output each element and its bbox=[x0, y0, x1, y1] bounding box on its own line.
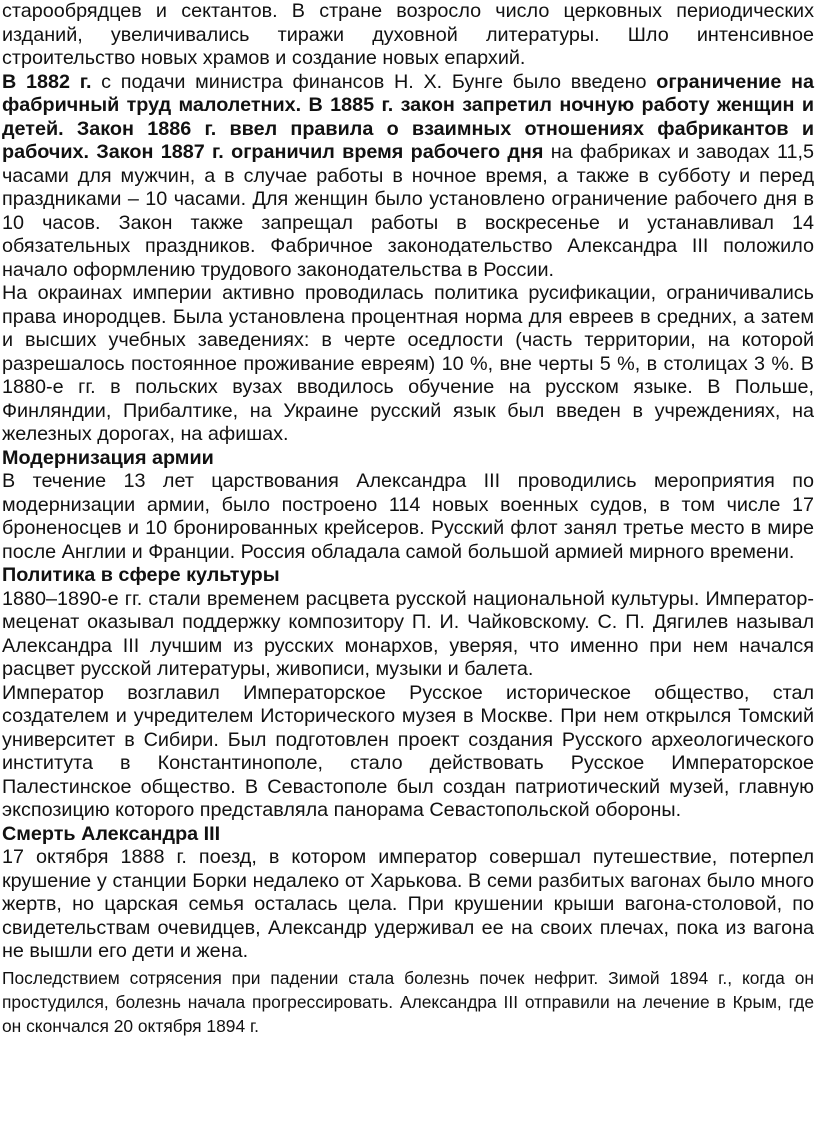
factory-laws-bold: ограничение на фабричный труд малолетних. В 1885 г. закон запретил ночную работу женщин и детей. Закон 1886 г. ввел правила о взаимных отношениях фабрикантов и рабочих. Закон 1887 г. ограничил время рабочего дня bbox=[2, 70, 814, 163]
paragraph-army: В течение 13 лет царствования Александра III проводились мероприятия по модернизации армии, было построено 114 новых военных судов, в том числе 17 броненосцев и 10 бронированных крейсеров. Русский флот занял третье место в мире после Англии и Франции. Россия обладала самой большой армией мирного времени. bbox=[2, 470, 814, 563]
paragraph-illness: Последствием сотрясения при падении стала болезнь почек нефрит. Зимой 1894 г., когда он простудился, болезнь начала прогрессировать. Александра III отправили на лечение в Крым, где он скончался 20 октября 1894 г. bbox=[2, 967, 814, 1036]
paragraph-russification: На окраинах империи активно проводилась политика русификации, ограничивались права инородцев. Была установлена процентная норма для евреев в средних, а затем и высших учебных заведениях: в черте оседлости (часть территории, на которой разрешалось постоянное проживание евреям) 10 %, вне черты 5 %, в столицах 3 %. В 1880-е гг. в польских вузах вводилось обучение на русском языке. В Польше, Финляндии, Прибалтике, на Украине русский язык был введен в учреждениях, на железных дорогах, на афишах. bbox=[2, 282, 814, 445]
paragraph-factory-laws-intro: с подачи министра финансов Н. Х. Бунге было введено bbox=[91, 70, 657, 93]
paragraph-train-crash: 17 октября 1888 г. поезд, в котором император совершал путешествие, потерпел крушение у станции Борки недалеко от Харькова. В семи разбитых вагонах было много жертв, но царская семья осталась цела. При крушении крыши вагона-столовой, по свидетельствам очевидцев, Александр удерживал ее на своих плечах, пока из вагона не вышли его дети и жена. bbox=[2, 846, 814, 962]
heading-culture-policy: Политика в сфере культуры bbox=[2, 564, 280, 586]
paragraph-factory-laws-rest: на фабриках и заводах 11,5 часами для мужчин, а в случае работы в ночное время, а также в субботу и перед праздниками – 10 часами. Для женщин было установлено ограничение рабочего дня в 10 часов. Закон также запрещал работы в воскресенье и устанавливал 14 обязательных праздников. Фабричное законодательство Александра III положило начало оформлению трудового законодательства в России. bbox=[2, 141, 815, 281]
heading-death: Смерть Александра III bbox=[2, 822, 221, 845]
paragraph-institutions: Император возглавил Императорское Русское историческое общество, стал создателем и учредителем Исторического музея в Москве. При нем открылся Томский университет в Сибири. Был подготовлен проект создания Русского археологического института в Константинополе, стало действовать Русское Императорское Палестинское общество. В Севастополе был создан патриотический музей, главную экспозицию которого представляла панорама Севастопольской обороны. bbox=[2, 681, 814, 821]
year-1882-bold: В 1882 г. bbox=[2, 70, 92, 93]
paragraph-churches: старообрядцев и сектантов. В стране возросло число церковных периодических изданий, увеличивались тиражи духовной литературы. Шло интенсивное строительство новых храмов и создание новых епархий. bbox=[2, 0, 814, 69]
heading-army-modernization: Модернизация армии bbox=[2, 446, 214, 469]
paragraph-factory-laws bbox=[2, 71, 814, 283]
paragraph-culture: 1880–1890-е гг. стали временем расцвета русской национальной культуры. Император-меценат оказывал поддержку композитору П. И. Чайковскому. С. П. Дягилев называл Александра III лучшим из русских монархов, уверяя, что именно при нем начался расцвет русской литературы, живописи, музыки и балета. bbox=[2, 587, 814, 680]
